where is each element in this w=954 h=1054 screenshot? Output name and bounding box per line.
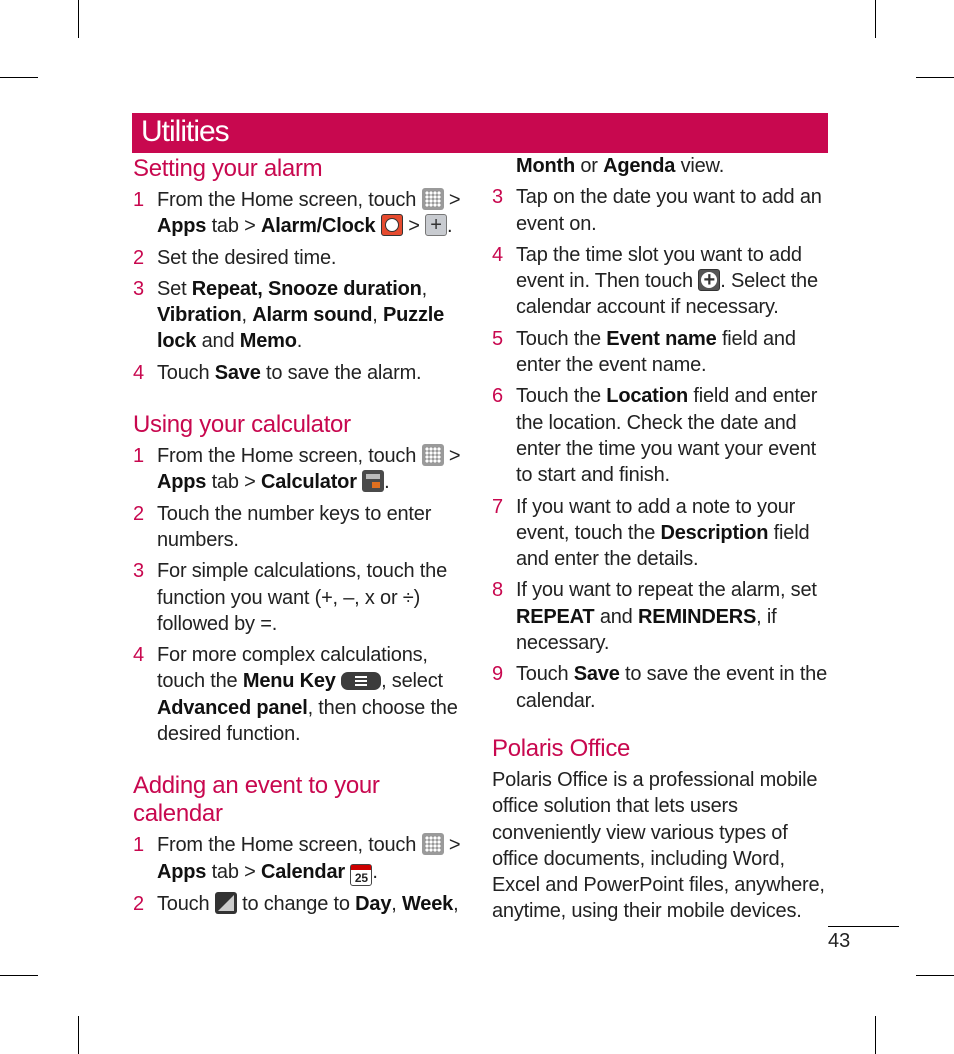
step-number: 3 — [492, 186, 503, 209]
step-text: , — [453, 892, 459, 915]
step-text: . — [384, 471, 390, 494]
step-number: 5 — [492, 327, 503, 350]
step-text: , then choose the desired function. — [157, 696, 458, 746]
crop-mark — [875, 1016, 876, 1054]
event-step-9 — [492, 661, 832, 714]
calculator-icon — [362, 470, 384, 492]
step-text: For more complex calculations, touch the — [157, 644, 428, 693]
apps-grid-icon — [422, 444, 444, 466]
menu-key-label: Menu Key — [242, 670, 336, 693]
step-text: and — [599, 605, 633, 628]
calendar-icon: 25 — [350, 864, 372, 886]
agenda-view-label: Agenda — [603, 155, 676, 177]
step-text: If you want to repeat the alarm, set — [516, 579, 817, 602]
alarm-step-4 — [133, 360, 473, 386]
step-text: . — [447, 215, 453, 238]
step-text: , — [391, 892, 397, 915]
step-text: Touch the — [516, 385, 601, 408]
step-text: Touch — [516, 663, 569, 686]
polaris-paragraph: Polaris Office is a professional mobile office solution that lets users conveniently view various types of office documents, including Word, Excel and PowerPoint files, anywhere, anytime, using their mobile devices. — [492, 768, 825, 923]
step-number: 2 — [133, 246, 144, 269]
step-text: > — [448, 445, 461, 468]
step-text: Tap on the date you want to add an event on. — [516, 186, 822, 235]
step-text: Touch the — [516, 327, 601, 350]
step-text: tab > — [211, 215, 256, 238]
event-step-6 — [492, 383, 832, 488]
step-text: to save the event in the calendar. — [516, 663, 828, 712]
alarm-step-1 — [133, 187, 473, 240]
step-text: . Select the calendar account if necessary. — [516, 270, 818, 319]
step-text: , select — [381, 670, 443, 693]
polaris-heading: Polaris Office — [492, 734, 631, 762]
step-text: For simple calculations, touch the function you want (+, –, x or ÷) followed by =. — [157, 560, 448, 635]
step-text: Set the desired time. — [157, 246, 337, 269]
save-label: Save — [573, 663, 620, 686]
option-label: Memo — [239, 330, 297, 353]
apps-label: Apps — [157, 471, 207, 494]
step-text: > — [448, 834, 461, 857]
view-switch-icon — [215, 892, 237, 914]
crop-mark — [916, 975, 954, 976]
event-step-5 — [492, 326, 832, 379]
event-step-3 — [492, 184, 832, 237]
apps-label: Apps — [157, 215, 207, 238]
step-text: , — [241, 304, 247, 327]
alarm-step-2 — [133, 245, 473, 271]
crop-mark — [78, 1016, 79, 1054]
option-label: Vibration — [157, 304, 242, 327]
calc-step-3 — [133, 558, 473, 637]
event-step-8 — [492, 577, 832, 656]
step-text: field and enter the event name. — [516, 327, 796, 377]
step-text: > — [408, 215, 420, 238]
step-number: 1 — [133, 189, 144, 211]
step-text: > — [448, 189, 461, 211]
step-text: , if necessary. — [516, 605, 777, 655]
page-title: Utilities — [141, 115, 229, 148]
calc-step-4 — [133, 642, 473, 747]
description-label: Description — [660, 521, 769, 544]
step-number: 4 — [492, 243, 503, 266]
event-section — [133, 770, 473, 917]
step-number: 4 — [133, 361, 144, 384]
step-number: 2 — [133, 502, 144, 525]
apps-grid-icon — [422, 833, 444, 855]
step-text: Touch the number keys to enter numbers. — [157, 502, 432, 551]
step-number: 8 — [492, 579, 503, 602]
step-number: 7 — [492, 495, 503, 518]
section-banner — [132, 113, 828, 153]
crop-mark — [78, 0, 79, 38]
alarm-step-3 — [133, 276, 473, 355]
step-text: , — [372, 304, 378, 327]
step-number: 2 — [133, 892, 144, 915]
repeat-label: REPEAT — [516, 605, 595, 628]
page-number: 43 — [828, 930, 851, 952]
step-text: From the Home screen, touch — [157, 445, 417, 468]
alarm-section — [133, 153, 473, 386]
left-column — [133, 153, 473, 917]
step-text: field and enter the details. — [516, 521, 810, 571]
alarm-clock-label: Alarm/Clock — [260, 215, 376, 238]
step-text: field and enter the location. Check the date and enter the time you want your event to start and finish. — [516, 385, 818, 487]
crop-mark — [916, 77, 954, 78]
event-step-2 — [133, 891, 473, 917]
step-number: 1 — [133, 834, 144, 857]
calc-step-2 — [133, 501, 473, 554]
event-step-1 — [133, 832, 473, 885]
step-text: tab > — [211, 860, 256, 883]
step-text: view. — [680, 155, 725, 177]
right-column — [492, 153, 832, 925]
save-label: Save — [214, 361, 261, 384]
week-view-label: Week — [401, 892, 454, 915]
month-view-label: Month — [516, 155, 575, 177]
menu-key-icon — [341, 672, 381, 690]
step-text: Set — [157, 277, 187, 300]
event-step-7 — [492, 494, 832, 573]
add-event-icon — [698, 269, 720, 291]
step-text: tab > — [211, 471, 256, 494]
step-text: Touch — [157, 892, 210, 915]
step-text: Touch — [157, 361, 210, 384]
apps-label: Apps — [157, 860, 207, 883]
day-view-label: Day — [355, 892, 392, 915]
event-step-4 — [492, 242, 832, 321]
event-name-label: Event name — [606, 327, 717, 350]
step-text: If you want to add a note to your event, touch the — [516, 495, 796, 544]
event-step-2-continued — [492, 153, 832, 179]
option-label: Alarm sound — [252, 304, 373, 327]
step-text: , — [421, 277, 428, 300]
advanced-panel-label: Advanced panel — [157, 696, 308, 719]
alarm-clock-icon — [381, 214, 403, 236]
apps-grid-icon — [422, 188, 444, 210]
step-number: 1 — [133, 445, 144, 468]
add-icon — [425, 214, 447, 236]
calculator-heading: Using your calculator — [133, 411, 351, 439]
step-number: 6 — [492, 385, 503, 408]
step-text: Tap the time slot you want to add event in. Then touch — [516, 243, 802, 293]
step-text: to save the alarm. — [266, 361, 422, 384]
crop-mark — [0, 77, 38, 78]
calculator-section — [133, 409, 473, 747]
step-text: and — [201, 330, 235, 353]
alarm-heading: Setting your alarm — [133, 155, 323, 182]
crop-mark — [0, 975, 38, 976]
calculator-label: Calculator — [260, 471, 357, 494]
page-number-rule — [828, 926, 899, 927]
step-text: or — [580, 155, 598, 177]
step-text: From the Home screen, touch — [157, 834, 417, 857]
option-label: Repeat, Snooze duration — [191, 277, 422, 300]
step-number: 9 — [492, 663, 503, 686]
event-heading: Adding an event to your calendar — [133, 772, 380, 828]
step-number: 4 — [133, 644, 144, 667]
calendar-label: Calendar — [260, 860, 345, 883]
option-label: Puzzle lock — [157, 304, 445, 353]
location-label: Location — [606, 385, 689, 408]
polaris-section — [492, 733, 832, 925]
step-number: 3 — [133, 277, 144, 300]
calc-step-1 — [133, 443, 473, 496]
step-text: . — [296, 330, 303, 353]
step-number: 3 — [133, 560, 144, 583]
reminders-label: REMINDERS — [637, 605, 757, 628]
step-text: to change to — [242, 892, 350, 915]
step-text: . — [372, 860, 378, 883]
crop-mark — [875, 0, 876, 38]
step-text: From the Home screen, touch — [157, 189, 417, 211]
